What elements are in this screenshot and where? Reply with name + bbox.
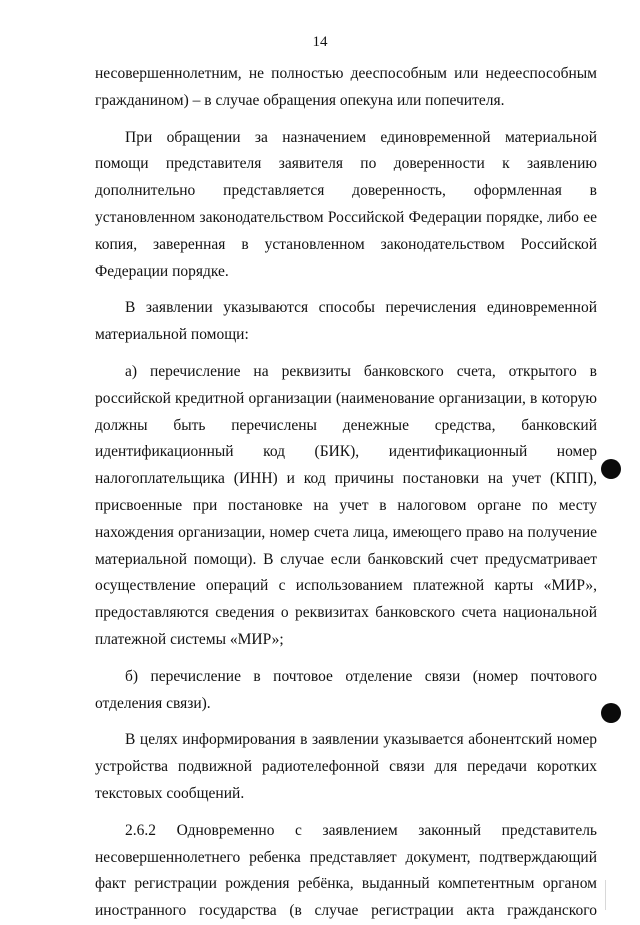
paragraph-2-6-2: 2.6.2 Одновременно с заявлением законный представитель несовершеннолетнего ребенка представляет документ, подтверждающий факт регистрации рождения ребёнка, выданный компетентным органом иностранного государства (в случае регистрации акта гражданского [95, 821, 597, 920]
binder-hole-mark [601, 459, 621, 479]
paragraph-phone-number: В целях информирования в заявлении указывается абонентский номер устройства подвижной радиотелефонной связи для передачи коротких текстовых сообщений. [95, 731, 597, 802]
binder-hole-mark [601, 703, 621, 723]
scan-edge-mark [605, 880, 606, 910]
paragraph-representative-power-of-attorney: При обращении за назначением единовременной материальной помощи представителя заявителя по доверенности к заявлению дополнительно представляется доверенность, оформленная в установленном законодательством Российской Федерации порядке, либо ее копия, заверенная в установленном законодательством Российской Федерации порядке. [95, 128, 597, 280]
paragraph-bank-account-transfer: а) перечисление на реквизиты банковского счета, открытого в российской кредитной организации (наименование организации, в которую должны быть перечислены денежные средства, банковский идентификационный код (БИК), идентификационный номер налогоплательщика (ИНН) и код причины постановки на учет (КПП), присвоенные при постановке на учет в налоговом органе по месту нахождения организации, номер счета лица, имеющего право на получение материальной помощи). В случае если банковский счет предусматривает осуществление операций с использованием платежной карты «МИР», предоставляются сведения о реквизитах банковского счета национальной платежной системы «МИР»; [95, 362, 597, 648]
paragraph-transfer-methods: В заявлении указываются способы перечисления единовременной материальной помощи: [95, 299, 597, 344]
document-body [95, 61, 597, 925]
paragraph-postal-transfer: б) перечисление в почтовое отделение связи (номер почтового отделения связи). [95, 667, 597, 712]
paragraph-guardian-case: несовершеннолетним, не полностью дееспособным или недееспособным гражданином) – в случае обращения опекуна или попечителя. [95, 65, 597, 109]
page-number: 14 [312, 34, 328, 50]
